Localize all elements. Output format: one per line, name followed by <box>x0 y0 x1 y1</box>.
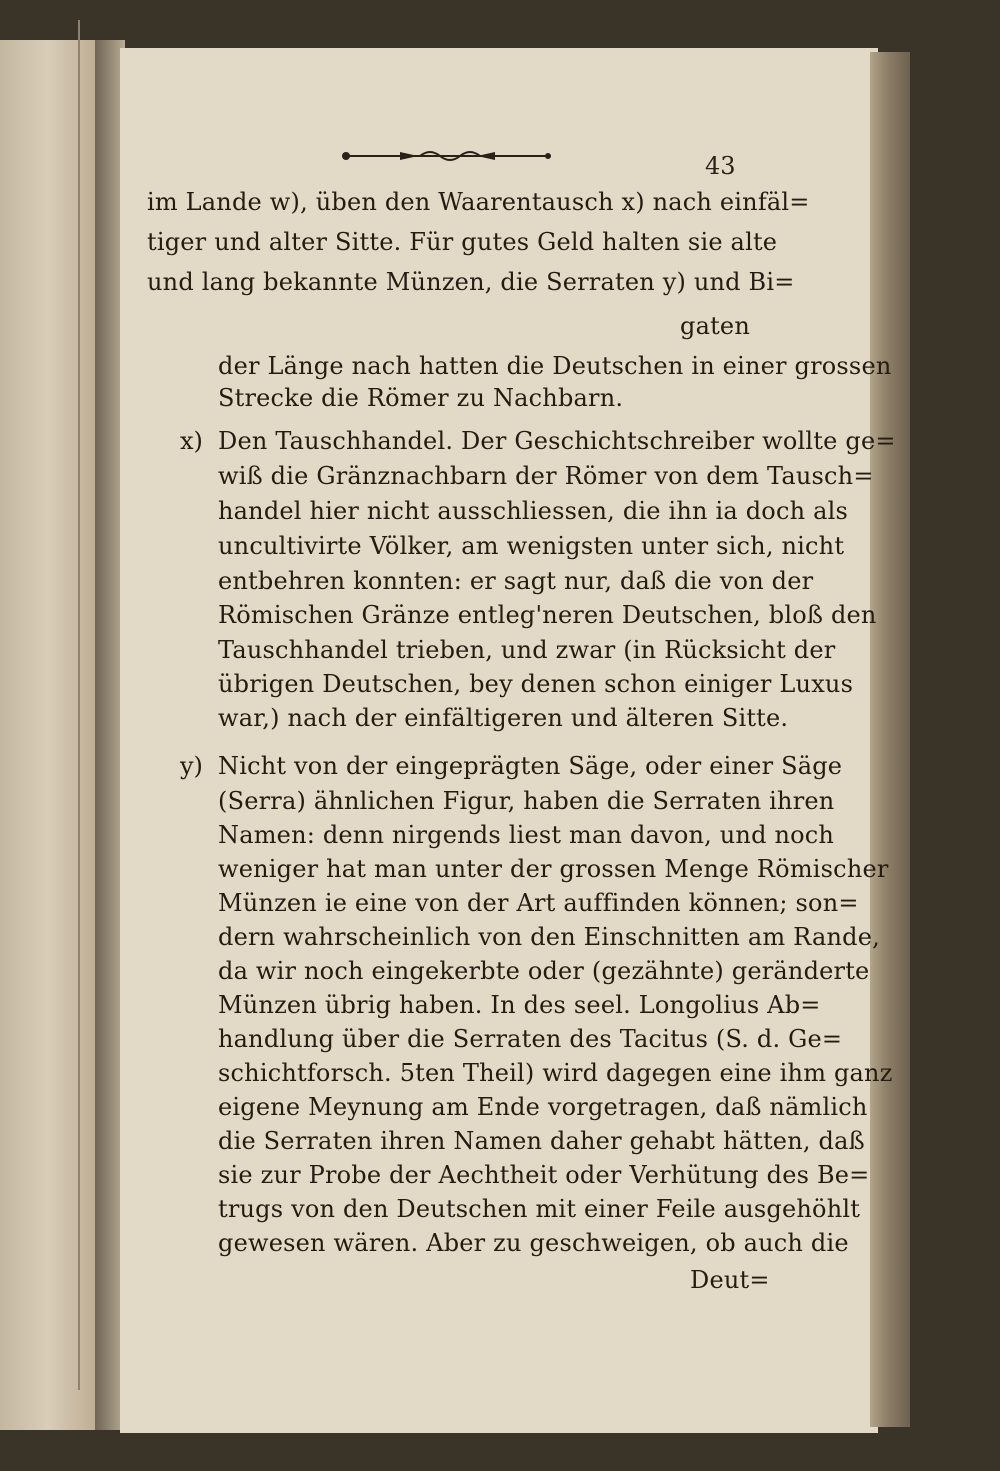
catchword-bottom: Deut= <box>690 1266 770 1294</box>
note-x-marker: x) <box>180 427 203 455</box>
note-y-line: weniger hat man unter der grossen Menge Römischer <box>218 855 889 883</box>
note-x-line: uncultivirte Völker, am wenigsten unter sich, nicht <box>218 532 845 560</box>
note-x-line: Tauschhandel trieben, und zwar (in Rücksicht der <box>218 636 836 664</box>
note-x-line: Den Tauschhandel. Der Geschichtschreiber wollte ge= <box>218 427 896 455</box>
note-x-line: entbehren konnten: er sagt nur, daß die von der <box>218 567 814 595</box>
note-y-marker: y) <box>180 752 203 780</box>
left-page-rule <box>78 20 80 1390</box>
note-y-line: eigene Meynung am Ende vorgetragen, daß nämlich <box>218 1093 868 1121</box>
main-line-2: tiger und alter Sitte. Für gutes Geld halten sie alte <box>147 228 778 256</box>
note-x-line: wiß die Gränznachbarn der Römer von dem Tausch= <box>218 462 874 490</box>
note-x-line: handel hier nicht ausschliessen, die ihn ia doch als <box>218 497 848 525</box>
catchword-top: gaten <box>680 312 750 340</box>
page-edge <box>870 52 910 1427</box>
page-number: 43 <box>705 152 736 180</box>
note-y-line: da wir noch eingekerbte oder (gezähnte) geränderte <box>218 957 870 985</box>
note-y-line: Namen: denn nirgends liest man davon, und noch <box>218 821 835 849</box>
note-y-line: trugs von den Deutschen mit einer Feile ausgehöhlt <box>218 1195 861 1223</box>
left-page <box>0 40 97 1430</box>
note-y-line: Münzen übrig haben. In des seel. Longolius Ab= <box>218 991 821 1019</box>
note-w-line: der Länge nach hatten die Deutschen in einer grossen <box>218 352 892 380</box>
header-ornament <box>340 148 555 164</box>
note-y-line: handlung über die Serraten des Tacitus (S. d. Ge= <box>218 1025 843 1053</box>
note-y-line: Nicht von der eingeprägten Säge, oder einer Säge <box>218 752 843 780</box>
note-y-line: sie zur Probe der Aechtheit oder Verhütung des Be= <box>218 1161 870 1189</box>
note-x-line: war,) nach der einfältigeren und älteren Sitte. <box>218 704 789 732</box>
main-line-3: und lang bekannte Münzen, die Serraten y) und Bi= <box>147 268 795 296</box>
note-w-line: Strecke die Römer zu Nachbarn. <box>218 384 624 412</box>
note-x-line: übrigen Deutschen, bey denen schon einiger Luxus <box>218 670 854 698</box>
note-y-line: (Serra) ähnlichen Figur, haben die Serraten ihren <box>218 787 835 815</box>
main-line-1: im Lande w), üben den Waarentausch x) nach einfäl= <box>147 188 810 216</box>
note-x-line: Römischen Gränze entleg'neren Deutschen, bloß den <box>218 601 877 629</box>
note-y-line: Münzen ie eine von der Art auffinden können; son= <box>218 889 859 917</box>
note-y-line: gewesen wären. Aber zu geschweigen, ob auch die <box>218 1229 849 1257</box>
note-y-line: dern wahrscheinlich von den Einschnitten am Rande, <box>218 923 880 951</box>
note-y-line: schichtforsch. 5ten Theil) wird dagegen eine ihm ganz <box>218 1059 893 1087</box>
note-y-line: die Serraten ihren Namen daher gehabt hätten, daß <box>218 1127 865 1155</box>
